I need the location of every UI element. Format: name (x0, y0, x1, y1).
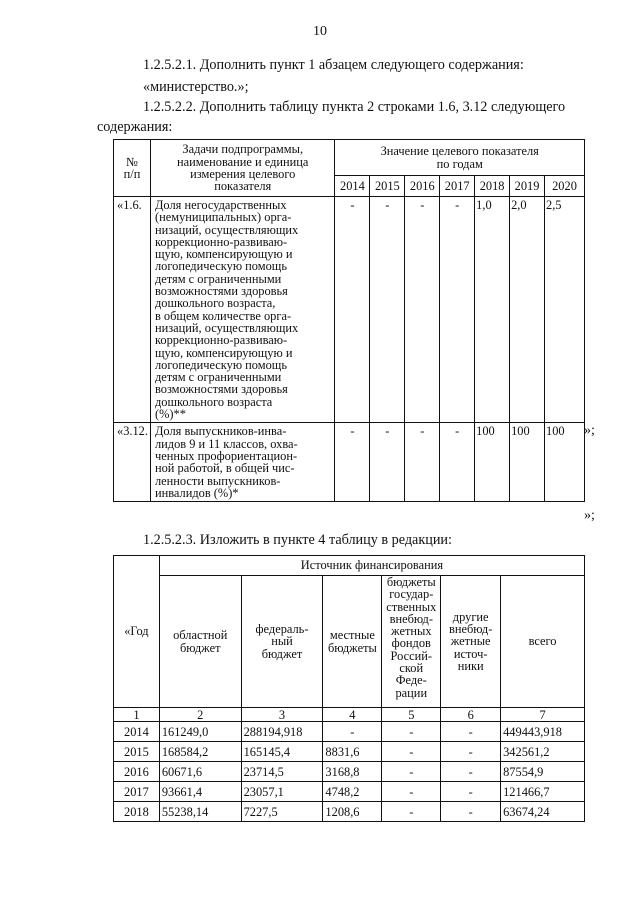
data-cell: - (441, 782, 501, 802)
total-cell: 87554,9 (501, 762, 585, 782)
data-cell: - (382, 782, 441, 802)
table-row (114, 423, 585, 502)
total-cell: 449443,918 (501, 722, 585, 742)
total-cell: 63674,24 (501, 802, 585, 822)
value-cell: 100 (475, 423, 510, 502)
closing-quote: »; (584, 423, 595, 438)
data-cell: - (323, 722, 382, 742)
column-header: областной бюджет (159, 576, 241, 708)
column-index: 6 (441, 708, 501, 722)
column-header: федераль- ный бюджет (241, 576, 323, 708)
column-header-number: № п/п (114, 140, 151, 197)
data-cell: 7227,5 (241, 802, 323, 822)
data-cell: - (382, 762, 441, 782)
value-cell: 2,5 (545, 197, 585, 423)
paragraph-2-line-2: содержания: (97, 119, 173, 135)
value-cell: 2,0 (510, 197, 545, 423)
year-header: 2014 (335, 176, 370, 197)
data-cell: 23714,5 (241, 762, 323, 782)
year-header: 2015 (370, 176, 405, 197)
column-index: 1 (114, 708, 160, 722)
column-index: 3 (241, 708, 323, 722)
column-index: 7 (501, 708, 585, 722)
data-cell: 3168,8 (323, 762, 382, 782)
data-cell: - (441, 762, 501, 782)
value-cell: - (335, 197, 370, 423)
data-cell: 93661,4 (159, 782, 241, 802)
table-row (114, 802, 585, 822)
column-group-header: Источник финансирования (159, 556, 584, 576)
data-cell: - (382, 722, 441, 742)
year-cell: 2016 (114, 762, 160, 782)
value-cell: 1,0 (475, 197, 510, 423)
indicator-table (113, 139, 585, 502)
year-cell: 2018 (114, 802, 160, 822)
row-description: Доля негосударственных (немуниципальных) орга- низаций, осуществляющих коррекционно-развиваю- щую, компенсирующую и логопедическую помощь детям с ограниченными возможностями здоровья дошкольного возраста, в общем количестве орга- низаций, осуществляющих коррекционно-развиваю- щую, компенсирующую и логопедическую помощь детям с ограниченными возможностями здоровья дошкольного возраста (%)** (150, 197, 334, 423)
year-header: 2018 (475, 176, 510, 197)
page-number: 10 (313, 24, 327, 39)
value-cell: - (440, 197, 475, 423)
column-header-task: Задачи подпрограммы, наименование и единица измерения целевого показателя (150, 140, 334, 197)
column-header-year: «Год (114, 556, 160, 708)
value-cell: - (370, 197, 405, 423)
data-cell: - (441, 742, 501, 762)
row-number: «1.6. (114, 197, 151, 423)
data-cell: - (382, 802, 441, 822)
financing-table (113, 555, 585, 822)
paragraph-3: 1.2.5.2.3. Изложить в пункте 4 таблицу в редакции: (143, 532, 452, 548)
year-cell: 2014 (114, 722, 160, 742)
year-cell: 2015 (114, 742, 160, 762)
data-cell: 23057,1 (241, 782, 323, 802)
row-description: Доля выпускников-инва- лидов 9 и 11 классов, охва- ченных профориентацион- ной работой, в общей чис- ленности выпускников- инвалидов (%)* (150, 423, 334, 502)
data-cell: 4748,2 (323, 782, 382, 802)
data-cell: 168584,2 (159, 742, 241, 762)
total-cell: 342561,2 (501, 742, 585, 762)
column-index: 5 (382, 708, 441, 722)
column-header: всего (501, 576, 585, 708)
data-cell: 60671,6 (159, 762, 241, 782)
data-cell: 161249,0 (159, 722, 241, 742)
data-cell: - (382, 742, 441, 762)
data-cell: - (441, 802, 501, 822)
column-header: другие внебюд- жетные источ- ники (441, 576, 501, 708)
data-cell: 1208,6 (323, 802, 382, 822)
column-index: 4 (323, 708, 382, 722)
data-cell: 8831,6 (323, 742, 382, 762)
data-cell: 288194,918 (241, 722, 323, 742)
paragraph-1-line-2: «министерство.»; (143, 79, 249, 95)
value-cell: - (370, 423, 405, 502)
column-header: бюджеты государ- ственных внебюд- жетных фондов Россий- ской Феде- рации (382, 576, 441, 708)
column-header-values: Значение целевого показателя по годам (335, 140, 585, 176)
closing-quote: »; (584, 508, 595, 523)
table-row (114, 762, 585, 782)
value-cell: 100 (510, 423, 545, 502)
value-cell: - (405, 197, 440, 423)
column-index-row (114, 708, 585, 722)
row-number: «3.12. (114, 423, 151, 502)
year-cell: 2017 (114, 782, 160, 802)
column-index: 2 (159, 708, 241, 722)
value-cell: - (405, 423, 440, 502)
column-header: местные бюджеты (323, 576, 382, 708)
table-row (114, 742, 585, 762)
table-row (114, 197, 585, 423)
value-cell: - (440, 423, 475, 502)
table-row (114, 782, 585, 802)
value-cell: 100 (545, 423, 585, 502)
data-cell: 165145,4 (241, 742, 323, 762)
value-cell: - (335, 423, 370, 502)
table-row (114, 722, 585, 742)
year-header: 2017 (440, 176, 475, 197)
data-cell: 55238,14 (159, 802, 241, 822)
year-header: 2019 (510, 176, 545, 197)
paragraph-2-line-1: 1.2.5.2.2. Дополнить таблицу пункта 2 строками 1.6, 3.12 следующего (143, 99, 566, 115)
year-header: 2016 (405, 176, 440, 197)
data-cell: - (441, 722, 501, 742)
year-header: 2020 (545, 176, 585, 197)
paragraph-1-line-1: 1.2.5.2.1. Дополнить пункт 1 абзацем следующего содержания: (143, 57, 524, 73)
total-cell: 121466,7 (501, 782, 585, 802)
